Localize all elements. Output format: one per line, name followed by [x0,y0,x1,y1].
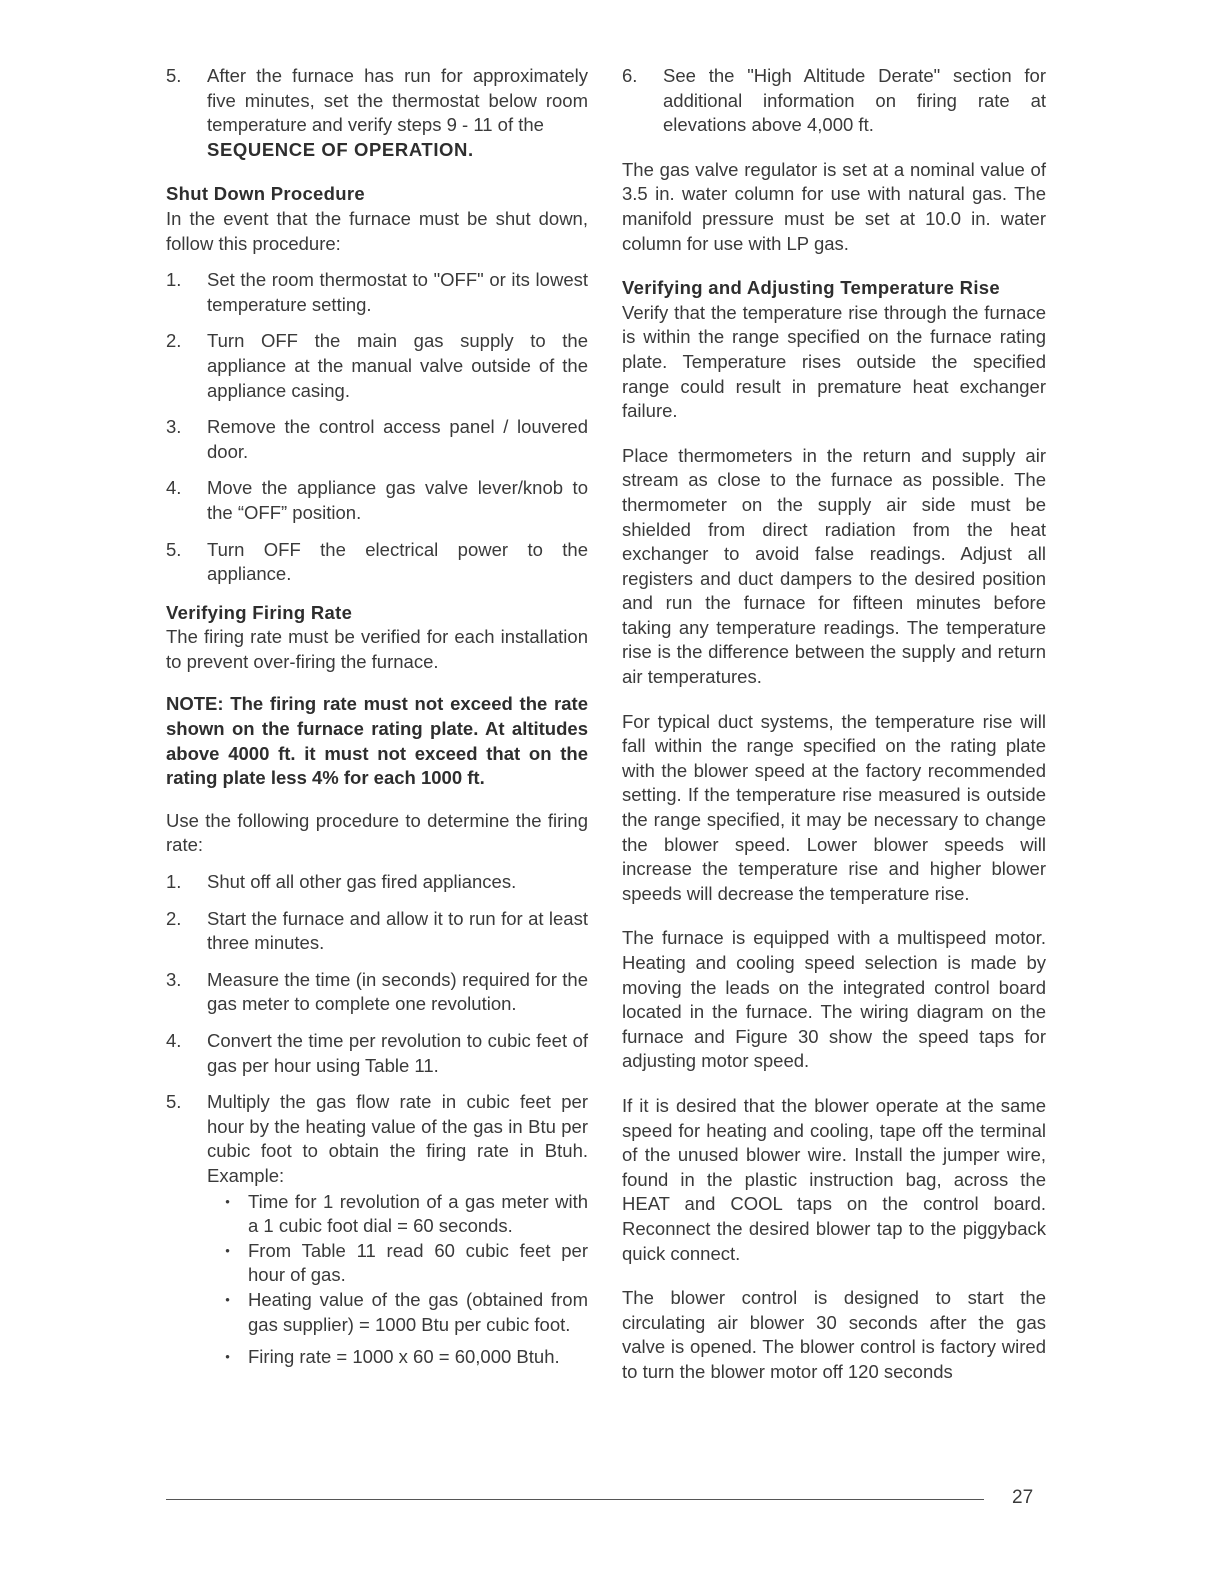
bullet-icon: • [225,1193,230,1209]
temperature-rise-paragraph: Verify that the temperature rise through the furnace is within the range specified on the furnace rating plate. Temperature rises outside the specified range could result in premature heat exchanger failure. [622,301,1046,422]
list-number: 5. [166,65,182,86]
multispeed-paragraph: The furnace is equipped with a multispeed motor. Heating and cooling speed selection is made by moving the leads on the integrated control board located in the furnace. The wiring diagram on the furnace and Figure 30 show the speed taps for adjusting motor speed. [622,927,1046,1072]
list-text: Convert the time per revolution to cubic feet of gas per hour using Table 11. [207,1030,588,1076]
list-number: 1. [166,871,182,893]
startup-step-5 [166,64,588,162]
bullet-item [207,1190,588,1239]
list-number: 5. [166,538,182,560]
list-item [166,329,588,403]
shutdown-list [166,268,588,587]
list-item [166,268,588,317]
bullet-text: Heating value of the gas (obtained from gas supplier) = 1000 Btu per cubic foot. [248,1288,588,1335]
bullet-text: Time for 1 revolution of a gas meter with a 1 cubic foot dial = 60 seconds. [248,1190,588,1237]
list-number: 6. [622,65,638,86]
list-item [166,538,588,587]
list-item [166,907,588,956]
list-number: 2. [166,330,182,352]
footer-rule [166,1499,984,1500]
list-number: 3. [166,968,182,990]
list-text: Start the furnace and allow it to run for at least three minutes. [207,907,588,954]
step-text: After the furnace has run for approximately five minutes, set the thermostat below room temperature and verify steps 9 - 11 of the [207,65,588,136]
blower-control-paragraph: The blower control is designed to start the circulating air blower 30 seconds after the gas valve is opened. The blower control is factory wired to turn the blower motor off 120 seconds [622,1287,1046,1382]
duct-systems-paragraph: For typical duct systems, the temperature rise will fall within the range specified on the rating plate with the blower speed at the factory recommended setting. If the temperature rise measured is outside the range specified, it may be necessary to change the blower speed. Lower blower speeds will increase the temperature rise and higher blower speeds will decrease the temperature rise. [622,710,1046,904]
bullet-item [207,1239,588,1288]
list-item [166,415,588,464]
list-item [166,1029,588,1078]
firing-rate-list [166,870,588,1370]
list-text: Turn OFF the main gas supply to the appliance at the manual valve outside of the appliance casing. [207,330,588,401]
bullet-item [207,1345,588,1370]
thermometer-paragraph: Place thermometers in the return and supply air stream as close to the furnace as possible. The thermometer on the supply air side must be shielded from direct radiation from the heat exchanger to avoid false readings. Adjust all registers and duct dampers to the desired position and run the furnace for fifteen minutes before taking any temperature readings. The temperature rise is the difference between the supply and return air temperatures. [622,444,1046,688]
list-text: See the "High Altitude Derate" section for additional information on firing rate at elevations above 4,000 ft. [663,65,1046,136]
firing-rate-note: NOTE: The firing rate must not exceed the rate shown on the furnace rating plate. At altitudes above 4000 ft. it must not exceed that on the rating plate less 4% for each 1000 ft. [166,693,588,789]
sequence-reference: SEQUENCE OF OPERATION. [207,138,474,160]
shutdown-intro: In the event that the furnace must be shut down, follow this procedure: [166,207,588,254]
list-item [166,476,588,525]
list-item [166,968,588,1017]
list-item [166,870,588,895]
list-number: 4. [166,477,182,499]
bullet-icon: • [225,1349,230,1365]
bullet-icon: • [225,1242,230,1258]
firing-rate-heading: Verifying Firing Rate [166,601,353,623]
list-text [207,64,588,162]
list-text: Shut off all other gas fired appliances. [207,871,517,893]
list-text: Turn OFF the electrical power to the appliance. [207,538,588,585]
list-number: 1. [166,269,182,291]
left-column [166,64,588,1370]
page-number: 27 [1012,1487,1034,1508]
step-text: Multiply the gas flow rate in cubic feet per hour by the heating value of the gas in Btu per cubic foot to obtain the firing rate in Btuh. Example: [207,1091,588,1186]
list-item [166,1090,588,1370]
step-6 [622,64,1046,138]
list-text [207,1090,588,1370]
list-number: 3. [166,416,182,438]
bullet-item [207,1288,588,1337]
list-text: Measure the time (in seconds) required for the gas meter to complete one revolution. [207,968,588,1015]
gas-valve-paragraph: The gas valve regulator is set at a nominal value of 3.5 in. water column for use with natural gas. The manifold pressure must be set at 10.0 in. water column for use with LP gas. [622,158,1046,254]
same-speed-paragraph: If it is desired that the blower operate at the same speed for heating and cooling, tape off the terminal of the unused blower wire. Install the jumper wire, found in the plastic instruction bag, across the HEAT and COOL taps on the control board. Reconnect the desired blower tap to the piggyback quick connect. [622,1094,1046,1264]
shutdown-heading: Shut Down Procedure [166,183,365,205]
temperature-rise-heading: Verifying and Adjusting Temperature Rise [622,277,1000,299]
firing-rate-intro: The firing rate must be verified for each installation to prevent over-firing the furnace. [166,626,588,672]
bullet-text: From Table 11 read 60 cubic feet per hour of gas. [248,1239,588,1286]
list-text: Remove the control access panel / louvered door. [207,416,588,462]
list-text: Set the room thermostat to "OFF" or its lowest temperature setting. [207,269,588,315]
bullet-icon: • [225,1291,230,1307]
list-number: 5. [166,1091,182,1113]
bullet-text: Firing rate = 1000 x 60 = 60,000 Btuh. [248,1346,560,1368]
list-number: 2. [166,907,182,929]
example-bullets [207,1190,588,1370]
right-column [622,64,1046,1385]
procedure-intro: Use the following procedure to determine the firing rate: [166,809,588,856]
list-text: Move the appliance gas valve lever/knob to the “OFF” position. [207,477,588,523]
list-number: 4. [166,1030,182,1051]
